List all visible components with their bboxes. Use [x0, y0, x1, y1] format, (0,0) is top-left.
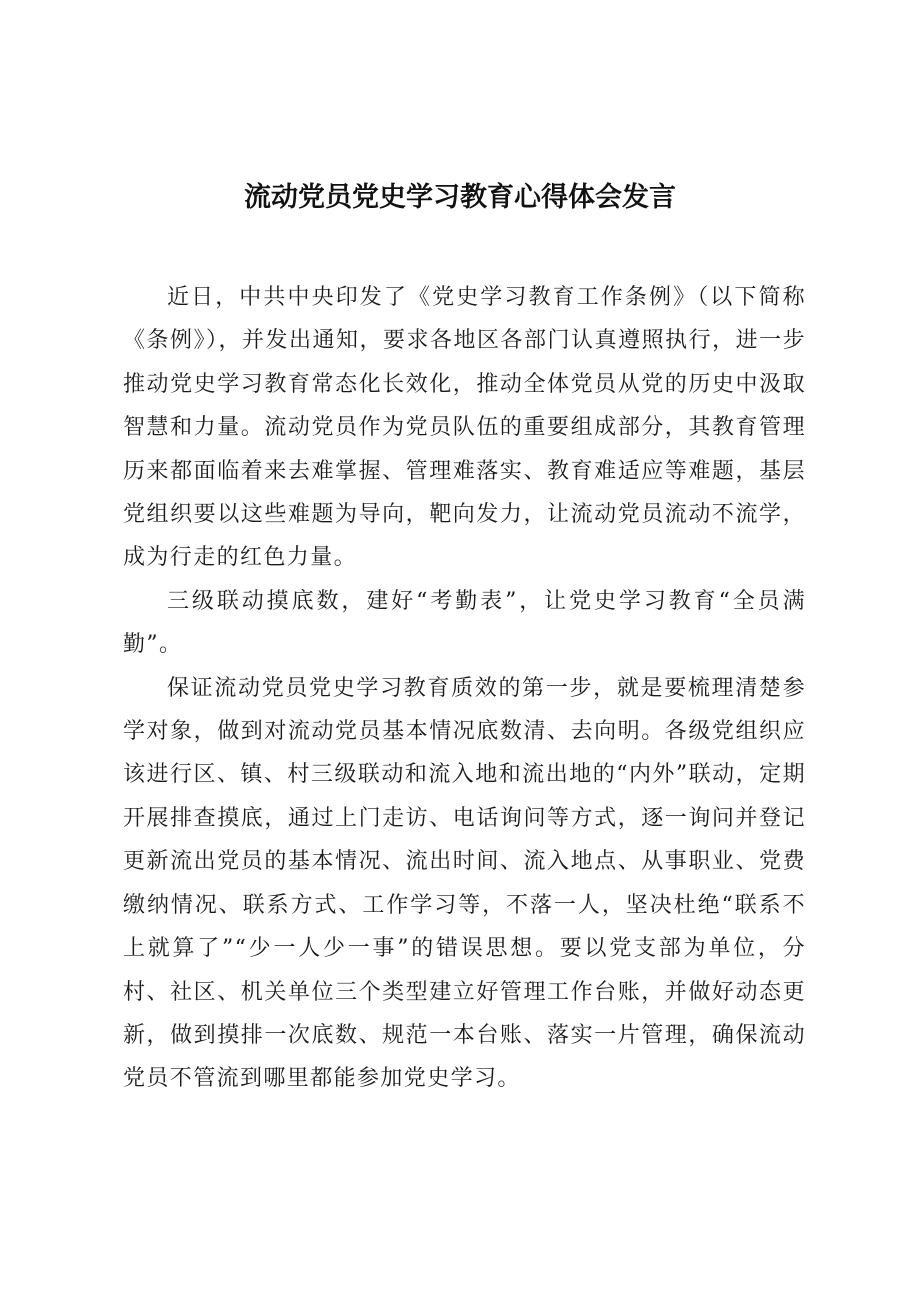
document-title: 流动党员党史学习教育心得体会发言	[244, 182, 676, 213]
document-body	[123, 276, 806, 1101]
paragraph-intro: 近日，中共中央印发了《党史学习教育工作条例》（以下简称《条例》），并发出通知，要求各地区各部门认真遵照执行，进一步推动党史学习教育常态化长效化，推动全体党员从党的历史中汲取智慧和力量。流动党员作为党员队伍的重要组成部分，其教育管理历来都面临着来去难掌握、管理难落实、教育难适应等难题，基层党组织要以这些难题为导向，靶向发力，让流动党员流动不流学，成为行走的红色力量。	[123, 285, 806, 571]
paragraph-section-body: 保证流动党员党史学习教育质效的第一步，就是要梳理清楚参学对象，做到对流动党员基本情况底数清、去向明。各级党组织应该进行区、镇、村三级联动和流入地和流出地的“内外”联动，定期开展排查摸底，通过上门走访、电话询问等方式，逐一询问并登记更新流出党员的基本情况、流出时间、流入地点、从事职业、党费缴纳情况、联系方式、工作学习等，不落一人，坚决杜绝“联系不上就算了”“少一人少一事”的错误思想。要以党支部为单位，分村、社区、机关单位三个类型建立好管理工作台账，并做好动态更新，做到摸排一次底数、规范一本台账、落实一片管理，确保流动党员不管流到哪里都能参加党史学习。	[123, 675, 806, 1092]
paragraph-section-heading: 三级联动摸底数，建好“考勤表”，让党史学习教育“全员满勤”。	[123, 588, 806, 658]
